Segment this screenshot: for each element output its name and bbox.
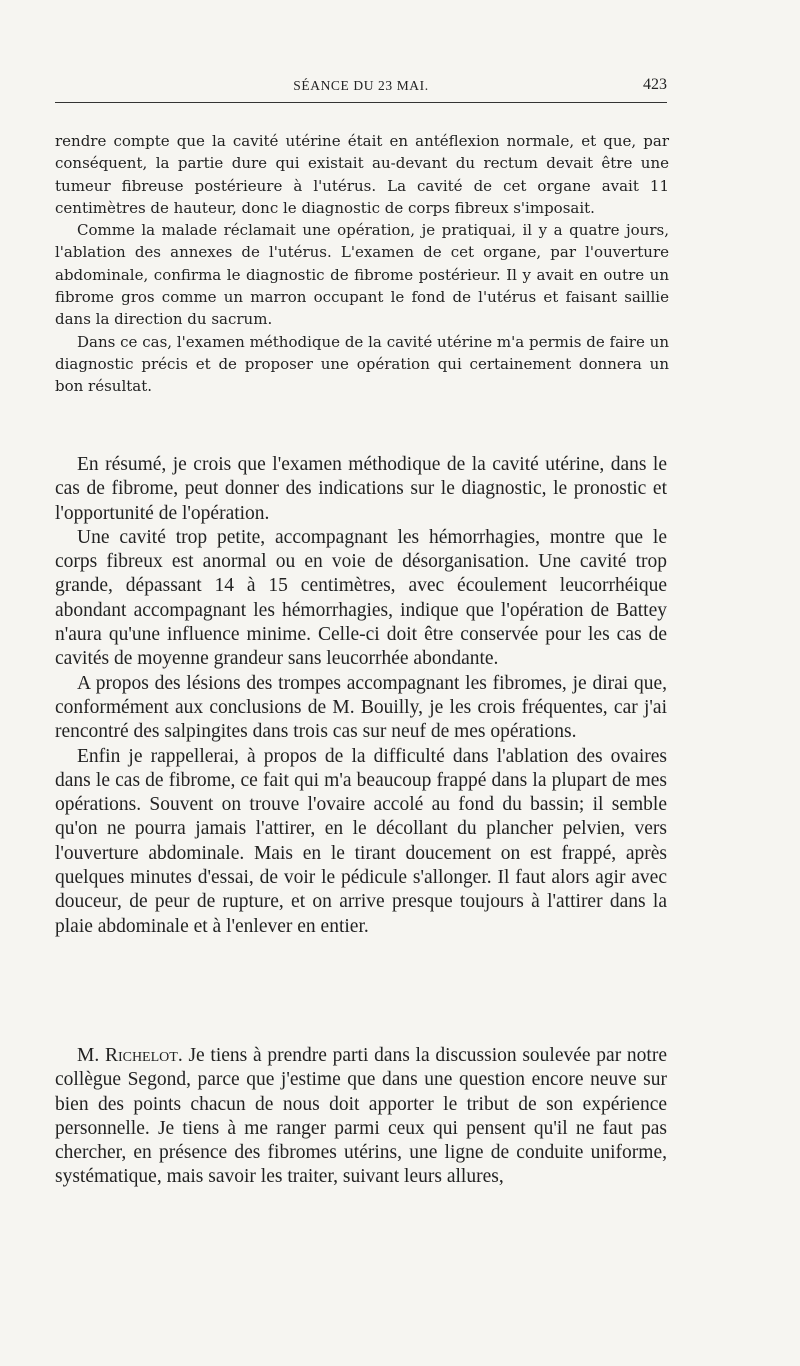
summary-section xyxy=(55,453,667,939)
speech-text: Je tiens à prendre parti dans la discussion soulevée par notre collègue Segond, parce que j'estime que dans une question encore neuve sur bien des points chacun de nous doit apporter le tribut de son expérience personnelle. Je tiens à me ranger parmi ceux qui pensent qu'il ne faut pas chercher, en présence des fibromes utérins, une ligne de conduite uniforme, systématique, mais savoir les traiter, suivant leurs allures, xyxy=(55,1045,667,1188)
page-number: 423 xyxy=(643,76,667,93)
richelot-section xyxy=(55,1044,667,1190)
paragraph: Comme la malade réclamait une opération, je pratiquai, il y a quatre jours, l'ablation des annexes de l'utérus. L'examen de cet organe, par l'ouverture abdominale, confirma le diagnostic de fibrome postérieur. Il y avait en outre un fibrome gros comme un marron occupant le fond de l'utérus et faisant saillie dans la direction du sacrum. xyxy=(55,221,669,329)
paragraph: Une cavité trop petite, accompagnant les hémorrhagies, montre que le corps fibreux est anormal ou en voie de désorganisation. Une cavité trop grande, dépassant 14 à 15 centimètres, avec écoulement leucorrhéique abondant accompagnant les hémorrhagies, indique que l'opération de Battey n'aura qu'une influence minime. Celle-ci doit être conservée pour les cas de cavités de moyenne grandeur sans leucorrhée abondante. xyxy=(55,526,667,670)
speaker-name: M. Richelot. xyxy=(77,1045,183,1066)
paragraph: Enfin je rappellerai, à propos de la difficulté dans l'ablation des ovaires dans le cas de fibrome, ce fait qui m'a beaucoup frappé dans la plupart de mes opérations. Souvent on trouve l'ovaire accolé au fond du bassin; il semble qu'on ne pourra jamais l'attirer, en le décollant du plancher pelvien, vers l'ouverture abdominale. Mais en le tirant doucement on est frappé, après quelques minutes d'essai, de voir le pédicule s'allonger. Il faut alors agir avec douceur, de peur de rupture, et on arrive presque toujours à l'attirer dans la plaie abdominale et à l'enlever en entier. xyxy=(55,745,667,937)
paragraph: A propos des lésions des trompes accompagnant les fibromes, je dirai que, conformément aux conclusions de M. Bouilly, je les crois fréquentes, car j'ai rencontré des salpingites dans trois cas sur neuf de mes opérations. xyxy=(55,672,667,743)
paragraph: rendre compte que la cavité utérine était en antéflexion normale, et que, par conséquent, la partie dure qui existait au-devant du rectum devait être une tumeur fibreuse postérieure à l'utérus. La cavité de cet organe avait 11 centimètres de hauteur, donc le diagnostic de corps fibreux s'imposait. xyxy=(55,132,669,217)
case-report-section xyxy=(55,130,669,398)
page-header xyxy=(55,78,667,103)
running-title: SÉANCE DU 23 MAI. xyxy=(293,78,429,93)
paragraph xyxy=(55,1044,667,1190)
paragraph: Dans ce cas, l'examen méthodique de la cavité utérine m'a permis de faire un diagnostic précis et de proposer une opération qui certainement donnera un bon résultat. xyxy=(55,332,669,396)
paragraph: En résumé, je crois que l'examen méthodique de la cavité utérine, dans le cas de fibrome, peut donner des indications sur le diagnostic, le pronostic et l'opportunité de l'opération. xyxy=(55,454,667,524)
